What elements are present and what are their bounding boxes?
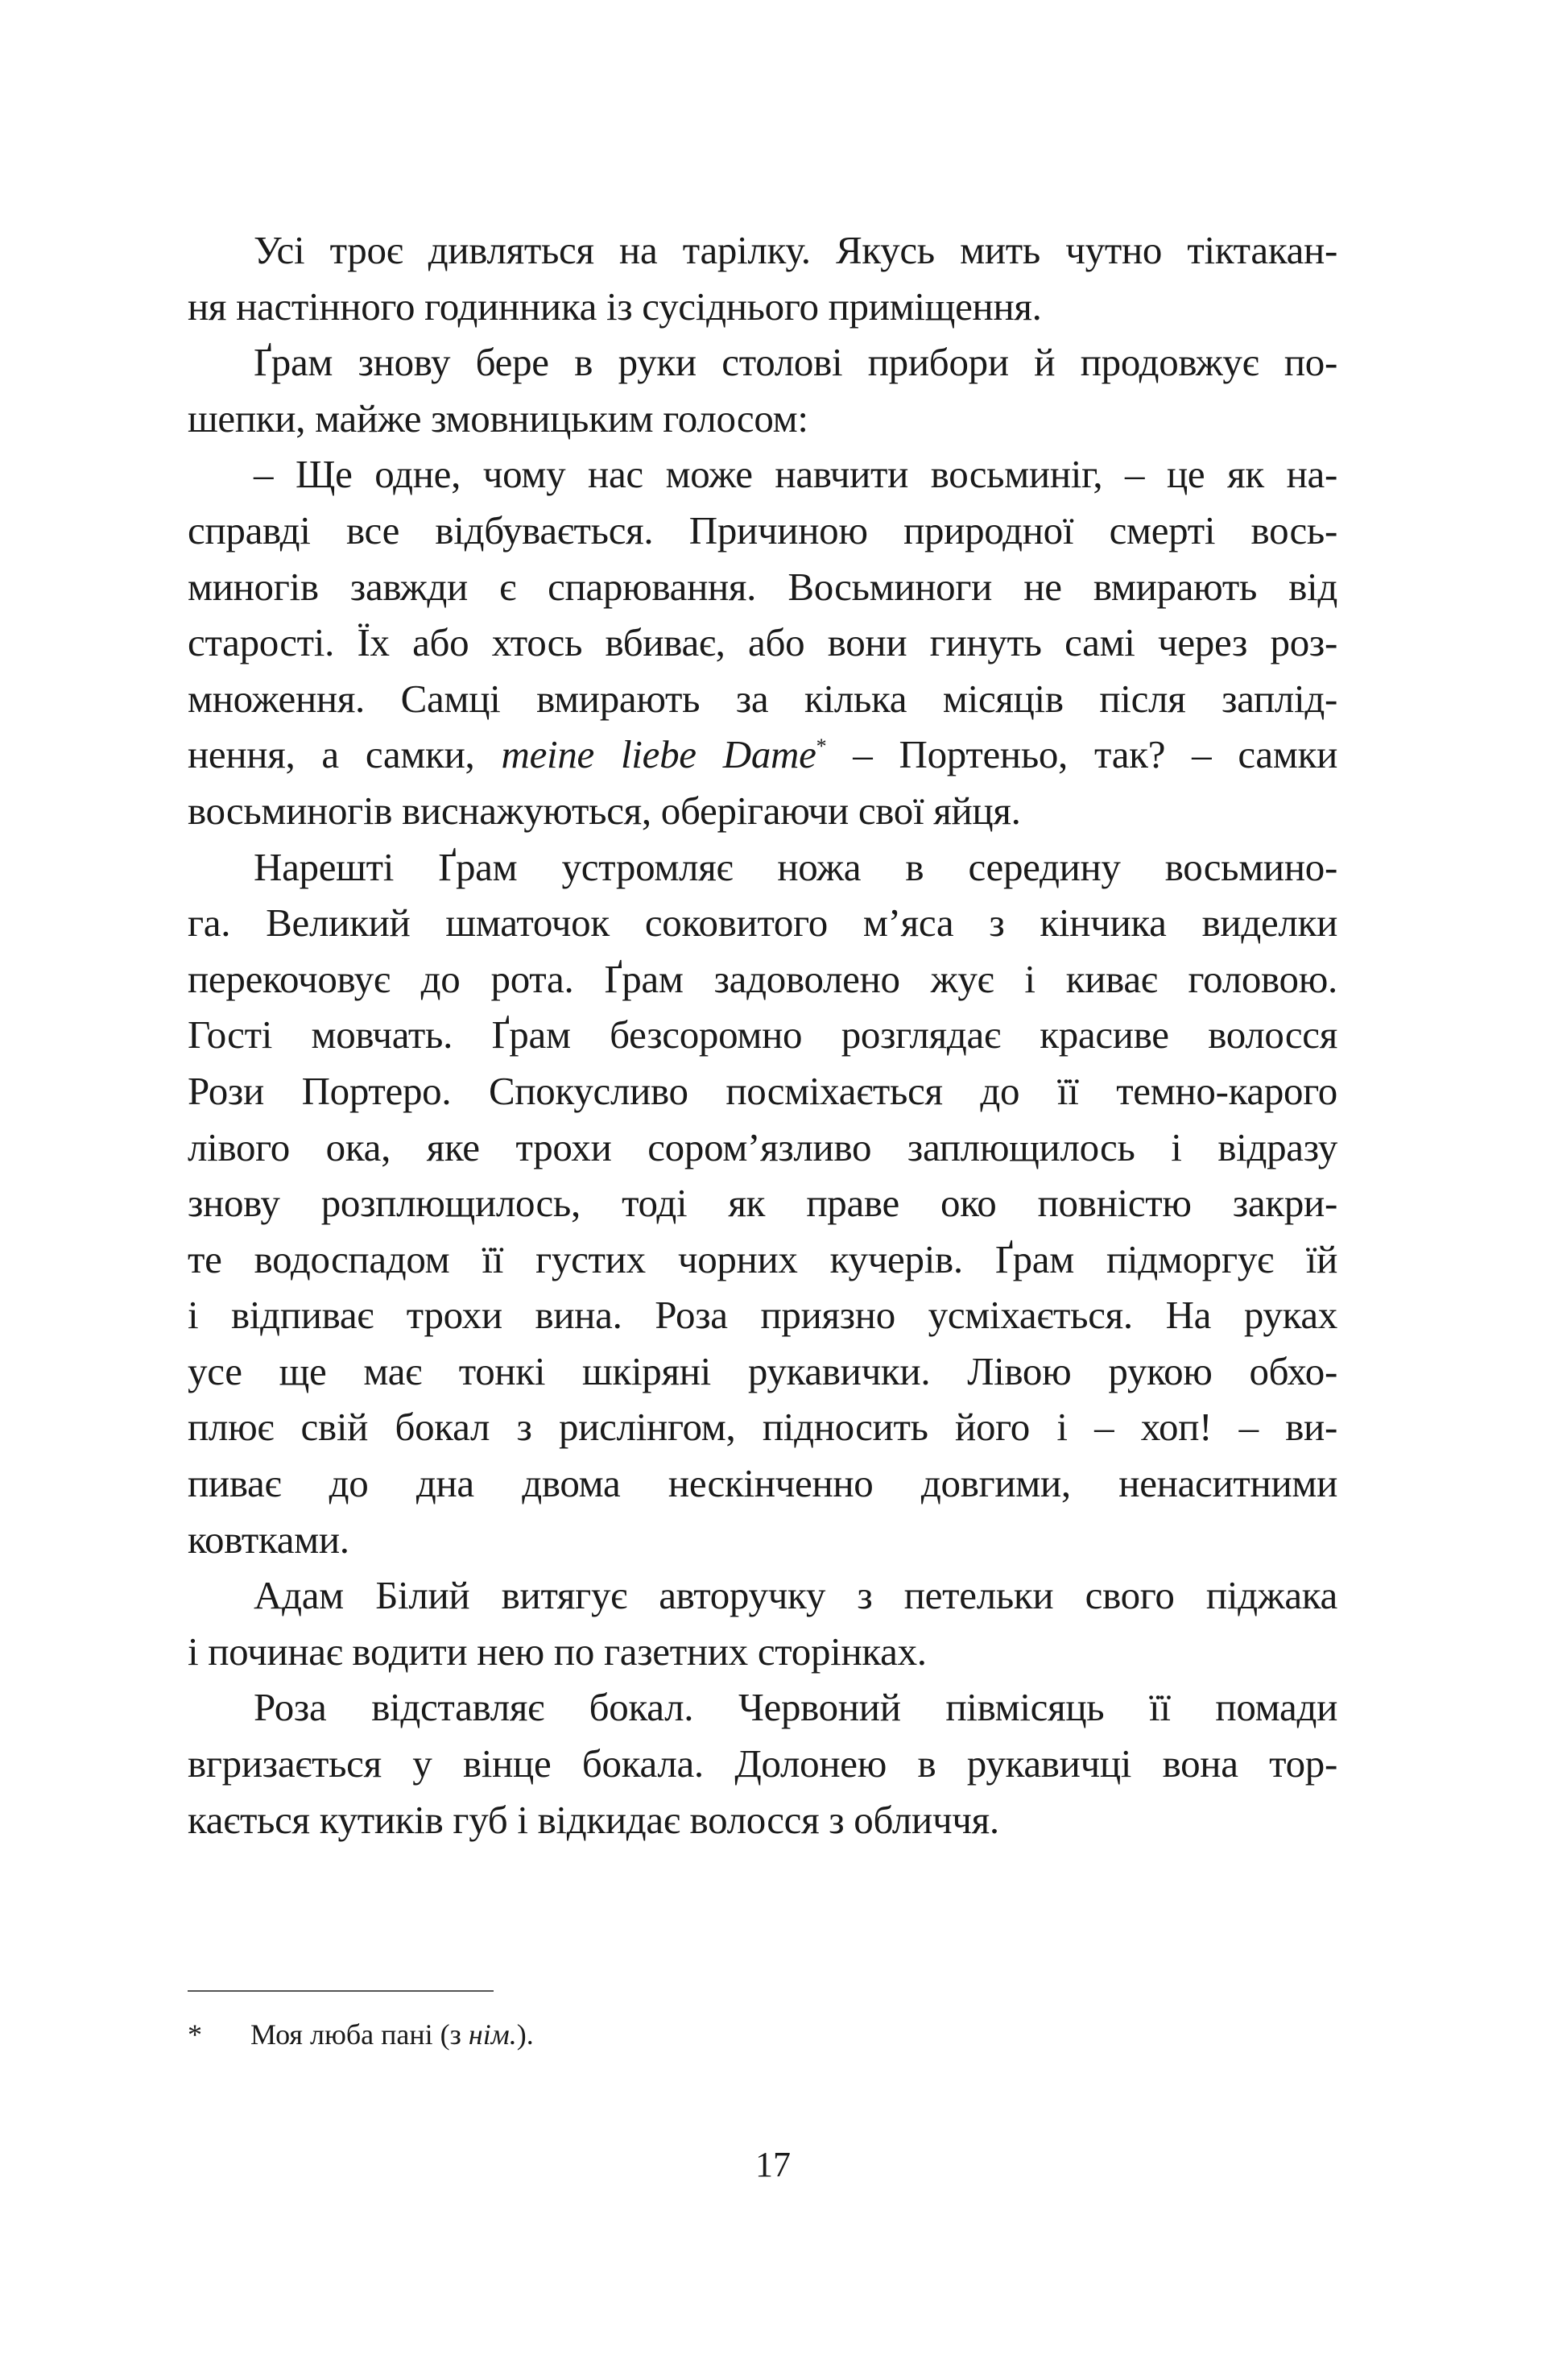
footnote-mark: * bbox=[188, 2018, 202, 2051]
footnote-italic: нім. bbox=[468, 2018, 517, 2051]
text-line: старості. Їх або хтось вбиває, або вони гинуть самі через роз- bbox=[188, 620, 1337, 665]
body-text bbox=[188, 222, 1337, 1848]
text-line: пиває до дна двома нескінченно довгими, ненаситними bbox=[188, 1461, 1337, 1506]
text-line: вгризається у вінце бокала. Долонею в рукавичці вона тор- bbox=[188, 1741, 1337, 1786]
text-line: – Ще одне, чому нас може навчити восьминіг, – це як на- bbox=[254, 452, 1337, 497]
text-line: Нарешті Ґрам устромляє ножа в середину восьмино- bbox=[254, 844, 1337, 889]
italic-phrase: meine liebe Dame bbox=[501, 732, 816, 777]
text-line: плює свій бокал з рислінгом, підносить його і – хоп! – ви- bbox=[188, 1405, 1337, 1450]
text-line: Гості мовчать. Ґрам безсоромно розглядає красиве волосся bbox=[188, 1012, 1337, 1058]
text-line: те водоспадом її густих чорних кучерів. Ґрам підморгує їй bbox=[188, 1236, 1337, 1281]
text-line: множення. Самці вмирають за кілька місяців після заплід- bbox=[188, 676, 1337, 721]
text-line: усе ще має тонкі шкіряні рукавички. Лівою рукою обхо- bbox=[188, 1348, 1337, 1393]
text-line: і починає водити нею по газетних сторінках. bbox=[188, 1629, 927, 1674]
text-line: ня настінного годинника із сусіднього приміщення. bbox=[188, 284, 1042, 329]
text-line: миногів завжди є спарювання. Восьминоги не вмирають від bbox=[188, 564, 1337, 609]
footnote-reference[interactable]: * bbox=[816, 735, 827, 759]
text-line: і відпиває трохи вина. Роза приязно усміхається. На руках bbox=[188, 1293, 1337, 1338]
text-segment: нення, а самки, bbox=[188, 732, 502, 777]
text-line: кається кутиків губ і відкидає волосся з обличчя. bbox=[188, 1797, 999, 1842]
text-line: справді все відбувається. Причиною природної смерті вось- bbox=[188, 507, 1337, 553]
text-line: лівого ока, яке трохи сором’язливо заплющилось і відразу bbox=[188, 1124, 1337, 1169]
text-line: ковтками. bbox=[188, 1517, 349, 1562]
footnote-text-end: ). bbox=[516, 2018, 534, 2051]
text-line: Роза відставляє бокал. Червоний півмісяць її помади bbox=[254, 1685, 1337, 1730]
text-line: шепки, майже змовницьким голосом: bbox=[188, 395, 808, 441]
footnote-divider bbox=[188, 1990, 494, 1992]
text-line: перекочовує до рота. Ґрам задоволено жує і киває головою. bbox=[188, 956, 1337, 1001]
text-line: восьминогів виснажуються, оберігаючи свої яйця. bbox=[188, 788, 1021, 833]
text-segment: – Портеньо, так? – самки bbox=[826, 732, 1337, 777]
text-line: Усі троє дивляться на тарілку. Якусь мить чутно тіктакан- bbox=[254, 228, 1337, 272]
text-line: Ґрам знову бере в руки столові прибори й продовжує по- bbox=[254, 340, 1337, 385]
footnote bbox=[188, 2014, 534, 2055]
text-line-with-footnote-ref bbox=[188, 726, 1337, 783]
page-number: 17 bbox=[755, 2145, 791, 2184]
text-line: Рози Портеро. Спокусливо посміхається до її темно-карого bbox=[188, 1068, 1337, 1113]
footnote-text: Моя люба пані (з bbox=[250, 2018, 469, 2051]
text-line: га. Великий шматочок соковитого м’яса з кінчика виделки bbox=[188, 900, 1337, 946]
text-line: знову розплющилось, тоді як праве око повністю закри- bbox=[188, 1181, 1337, 1226]
text-line: Адам Білий витягує авторучку з петельки свого піджака bbox=[254, 1573, 1337, 1618]
